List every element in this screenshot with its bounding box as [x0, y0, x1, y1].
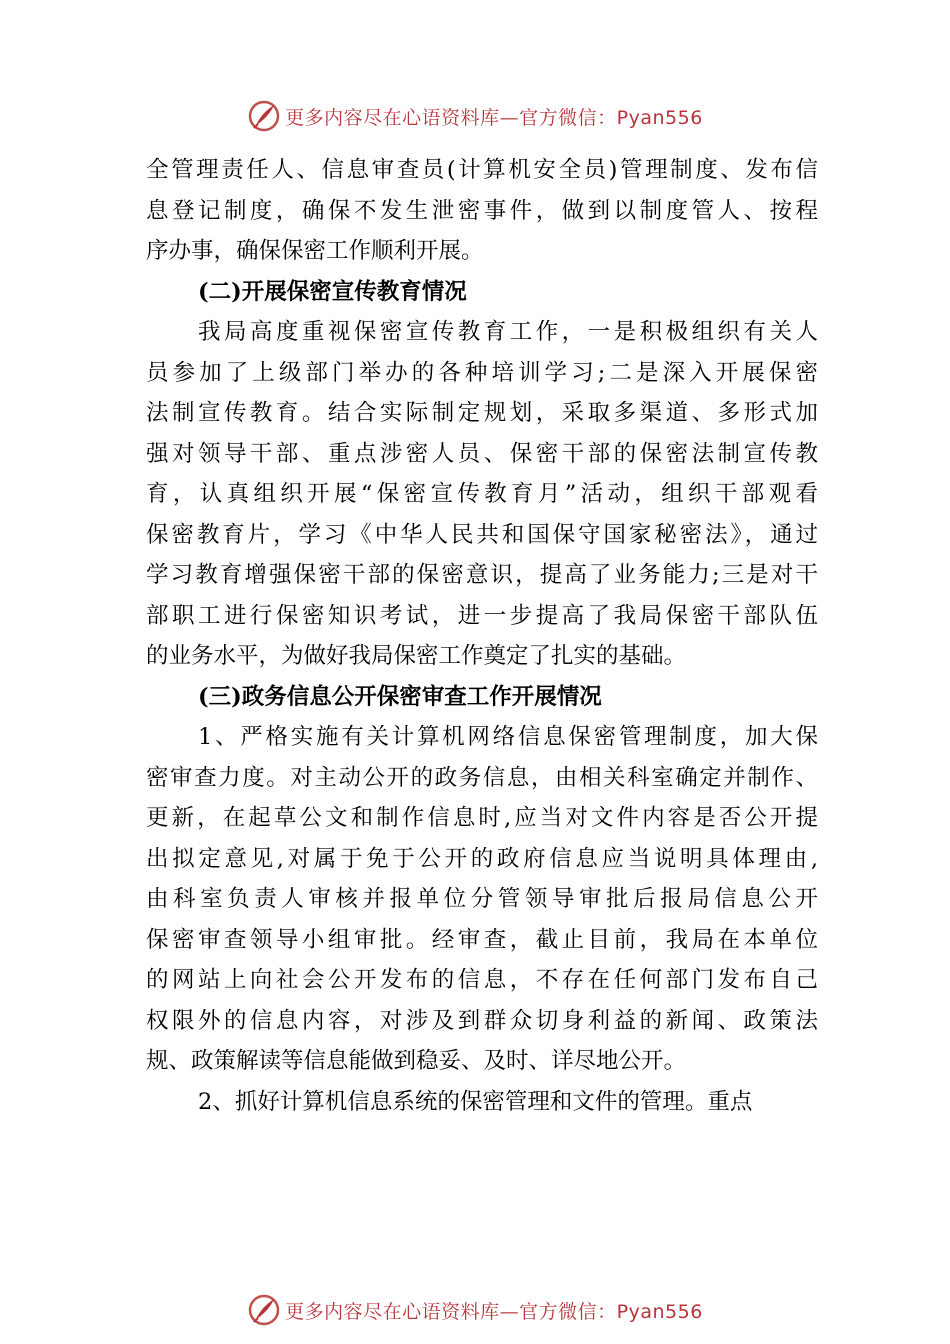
body-line: 学习教育增强保密干部的保密意识，提高了业务能力;三是对干: [146, 562, 818, 588]
footer-banner: [0, 1290, 950, 1330]
document-body: [146, 150, 818, 1122]
section-heading: (二)开展保密宣传教育情况: [198, 278, 467, 305]
section-heading: (三)政务信息公开保密审查工作开展情况: [198, 683, 602, 710]
quill-logo-icon: [247, 99, 281, 133]
body-line: 保密审查领导小组审批。经审查，截止目前，我局在本单位: [146, 926, 818, 953]
body-line: 规、政策解读等信息能做到稳妥、及时、详尽地公开。: [146, 1048, 687, 1074]
body-line: 保密教育片，学习《中华人民共和国保守国家秘密法》，通过: [146, 521, 818, 548]
body-line: 部职工进行保密知识考试，进一步提高了我局保密干部队伍: [146, 602, 818, 629]
banner-text: 更多内容尽在心语资料库—官方微信：Pyan556: [285, 106, 703, 129]
body-line: 由科室负责人审核并报单位分管领导审批后报局信息公开: [146, 886, 818, 912]
body-line: 的网站上向社会公开发布的信息，不存在任何部门发布自己: [146, 967, 818, 993]
header-banner: [0, 96, 950, 136]
paragraph-start: 2、抓好计算机信息系统的保密管理和文件的管理。重点: [198, 1088, 753, 1115]
paragraph-start: 1、严格实施有关计算机网络信息保密管理制度，加大保: [198, 724, 818, 750]
paragraph-start: 我局高度重视保密宣传教育工作，一是积极组织有关人: [198, 319, 818, 345]
body-line: 法制宣传教育。结合实际制定规划，采取多渠道、多形式加: [146, 400, 818, 426]
quill-logo-icon: [247, 1293, 281, 1327]
body-line: 的业务水平，为做好我局保密工作奠定了扎实的基础。: [146, 643, 687, 669]
body-line: 全管理责任人、信息审查员(计算机安全员)管理制度、发布信: [146, 157, 818, 183]
body-line: 序办事，确保保密工作顺利开展。: [146, 238, 484, 264]
body-line: 出拟定意见,对属于免于公开的政府信息应当说明具体理由,: [146, 845, 818, 872]
body-line: 息登记制度，确保不发生泄密事件，做到以制度管人、按程: [146, 197, 818, 224]
body-line: 权限外的信息内容，对涉及到群众切身利益的新闻、政策法: [146, 1007, 818, 1034]
banner-text: 更多内容尽在心语资料库—官方微信：Pyan556: [285, 1300, 703, 1323]
body-line: 强对领导干部、重点涉密人员、保密干部的保密法制宣传教: [146, 440, 818, 467]
body-line: 更新，在起草公文和制作信息时,应当对文件内容是否公开提: [146, 805, 818, 831]
body-line: 育，认真组织开展“保密宣传教育月”活动，组织干部观看: [146, 481, 818, 507]
body-line: 密审查力度。对主动公开的政务信息，由相关科室确定并制作、: [146, 764, 818, 791]
body-line: 员参加了上级部门举办的各种培训学习;二是深入开展保密: [146, 359, 818, 386]
